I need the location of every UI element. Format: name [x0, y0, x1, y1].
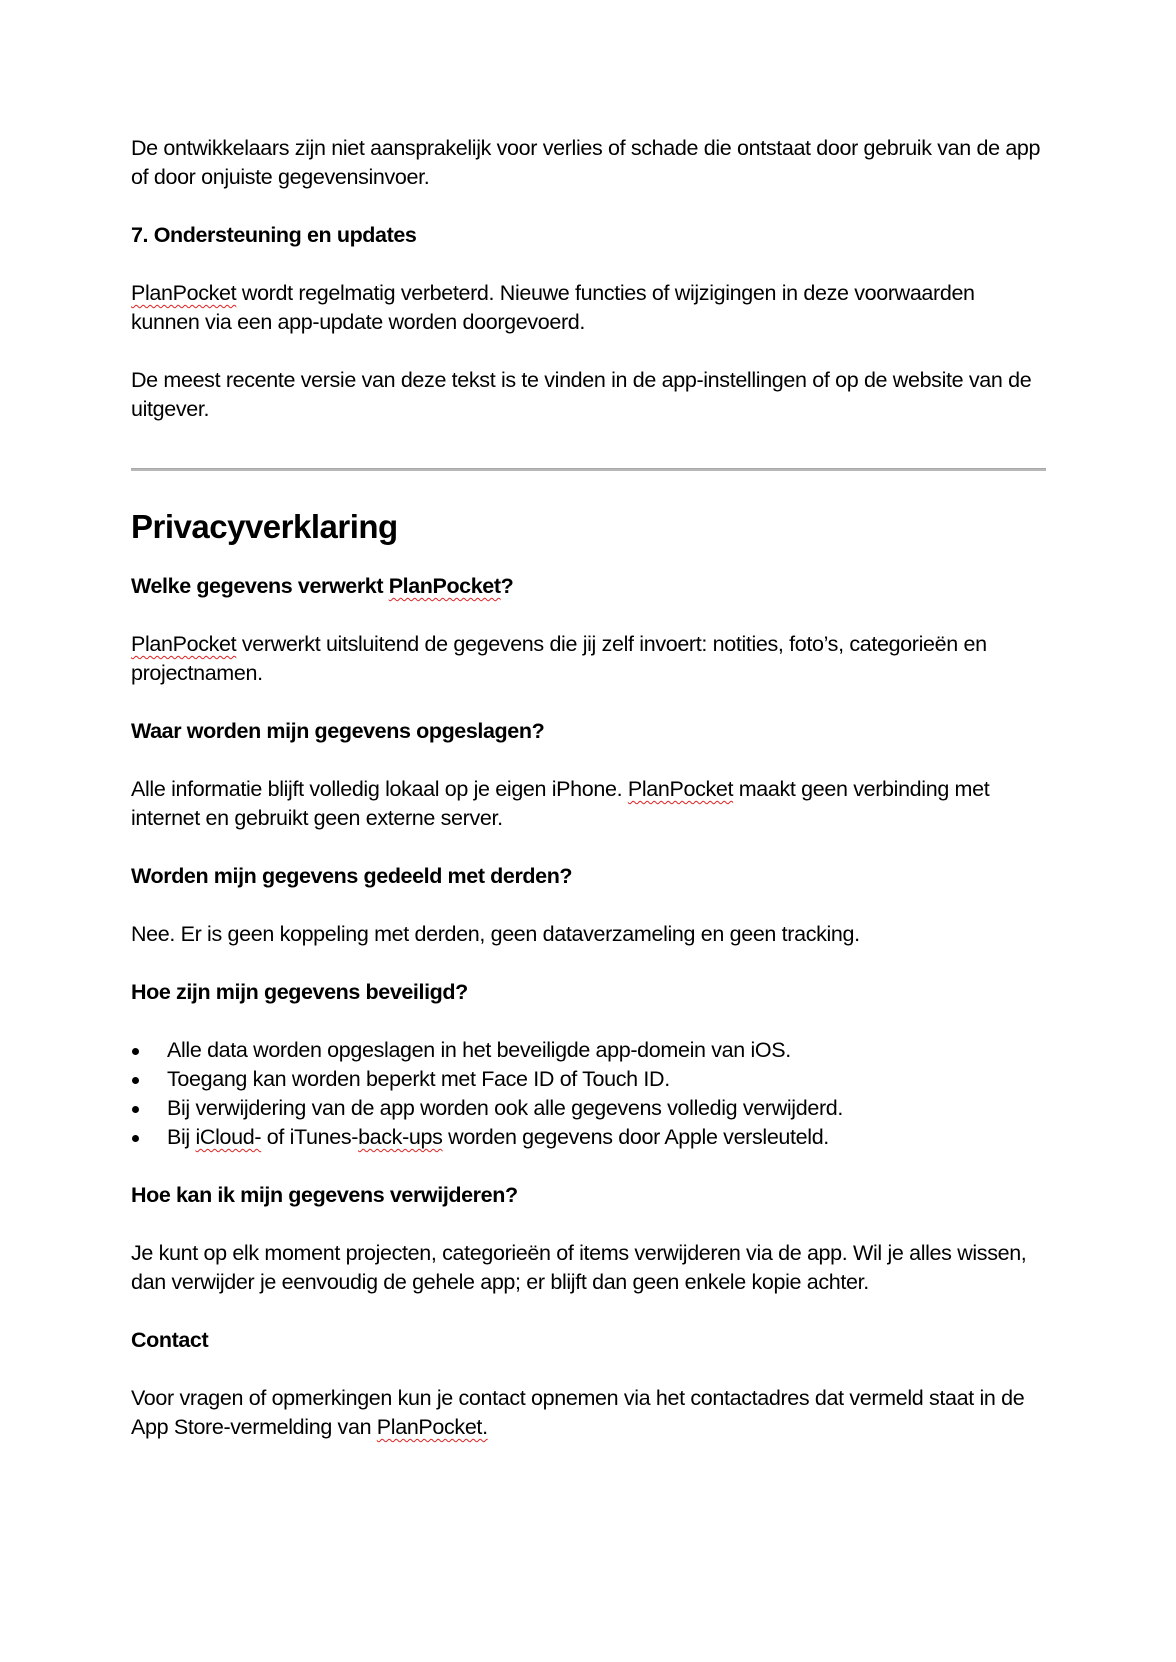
q1-answer	[131, 630, 1046, 688]
q1-heading-suffix: ?	[500, 574, 514, 598]
privacy-title: Privacyverklaring	[131, 508, 398, 545]
latest-version-paragraph: De meest recente versie van deze tekst is te vinden in de app-instellingen of op de website van de uitgever.	[131, 368, 1032, 421]
q5-answer: Je kunt op elk moment projecten, categorieën of items verwijderen via de app. Wil je alles wissen, dan verwijder je eenvoudig de gehele app; er blijft dan geen enkele kopie achter.	[131, 1241, 1027, 1294]
spellcheck-word[interactable]: PlanPocket	[627, 777, 734, 801]
spellcheck-word[interactable]: PlanPocket	[388, 574, 501, 598]
q4-heading: Hoe zijn mijn gegevens beveiligd?	[131, 980, 468, 1004]
list-item-text: Bij verwijdering van de app worden ook alle gegevens volledig verwijderd.	[167, 1096, 843, 1120]
q2-heading: Waar worden mijn gegevens opgeslagen?	[131, 719, 545, 743]
list-item-text-prefix: Bij	[167, 1125, 196, 1149]
app-name: PlanPocket	[376, 1415, 483, 1439]
liability-paragraph: De ontwikkelaars zijn niet aansprakelijk voor verlies of schade die ontstaat door gebruik van de app of door onjuiste gegevensinvoer.	[131, 136, 1041, 189]
q1-heading-text: Welke gegevens verwerkt	[131, 574, 389, 598]
bullet-icon	[132, 1048, 139, 1055]
list-item-text-middle: of iTunes-	[261, 1125, 359, 1149]
q3-heading: Worden mijn gegevens gedeeld met derden?	[131, 864, 573, 888]
q5-heading: Hoe kan ik mijn gegevens verwijderen?	[131, 1183, 518, 1207]
bullet-icon	[132, 1135, 139, 1142]
q3-answer: Nee. Er is geen koppeling met derden, geen dataverzameling en geen tracking.	[131, 922, 860, 946]
contact-answer	[131, 1384, 1046, 1442]
document-page	[131, 134, 1046, 1471]
spellcheck-word[interactable]	[377, 1415, 488, 1439]
list-item-text-suffix: worden gegevens door Apple versleuteld.	[442, 1125, 829, 1149]
security-bullet-list	[131, 1036, 1046, 1152]
list-item	[131, 1123, 1046, 1152]
list-item-text: Toegang kan worden beperkt met Face ID of Touch ID.	[167, 1067, 670, 1091]
updates-paragraph	[131, 279, 1046, 337]
q1-heading	[131, 572, 1046, 601]
q2-answer	[131, 775, 1046, 833]
spellcheck-word[interactable]: PlanPocket	[131, 632, 237, 656]
q1-answer-text: verwerkt uitsluitend de gegevens die jij zelf invoert: notities, foto’s, categorieën en projectnamen.	[131, 632, 987, 685]
list-item	[131, 1065, 1046, 1094]
spellcheck-word[interactable]: PlanPocket	[131, 281, 237, 305]
contact-heading: Contact	[131, 1328, 209, 1352]
contact-answer-suffix: .	[482, 1415, 488, 1439]
spellcheck-word[interactable]: iCloud-	[195, 1125, 262, 1149]
list-item	[131, 1036, 1046, 1065]
horizontal-divider	[131, 468, 1046, 471]
q2-answer-prefix: Alle informatie blijft volledig lokaal op je eigen iPhone.	[131, 777, 628, 801]
spellcheck-word[interactable]: back-ups	[358, 1125, 443, 1149]
contact-answer-prefix: Voor vragen of opmerkingen kun je contact opnemen via het contactadres dat vermeld staat in de App Store-vermelding van	[131, 1386, 1025, 1439]
bullet-icon	[132, 1077, 139, 1084]
list-item	[131, 1094, 1046, 1123]
bullet-icon	[132, 1106, 139, 1113]
updates-paragraph-text: wordt regelmatig verbeterd. Nieuwe functies of wijzigingen in deze voorwaarden kunnen via een app-update worden doorgevoerd.	[131, 281, 975, 334]
section-7-heading: 7. Ondersteuning en updates	[131, 223, 417, 247]
q2-answer-suffix: maakt geen verbinding met internet en gebruikt geen externe server.	[131, 777, 990, 830]
list-item-text: Alle data worden opgeslagen in het beveiligde app-domein van iOS.	[167, 1038, 791, 1062]
